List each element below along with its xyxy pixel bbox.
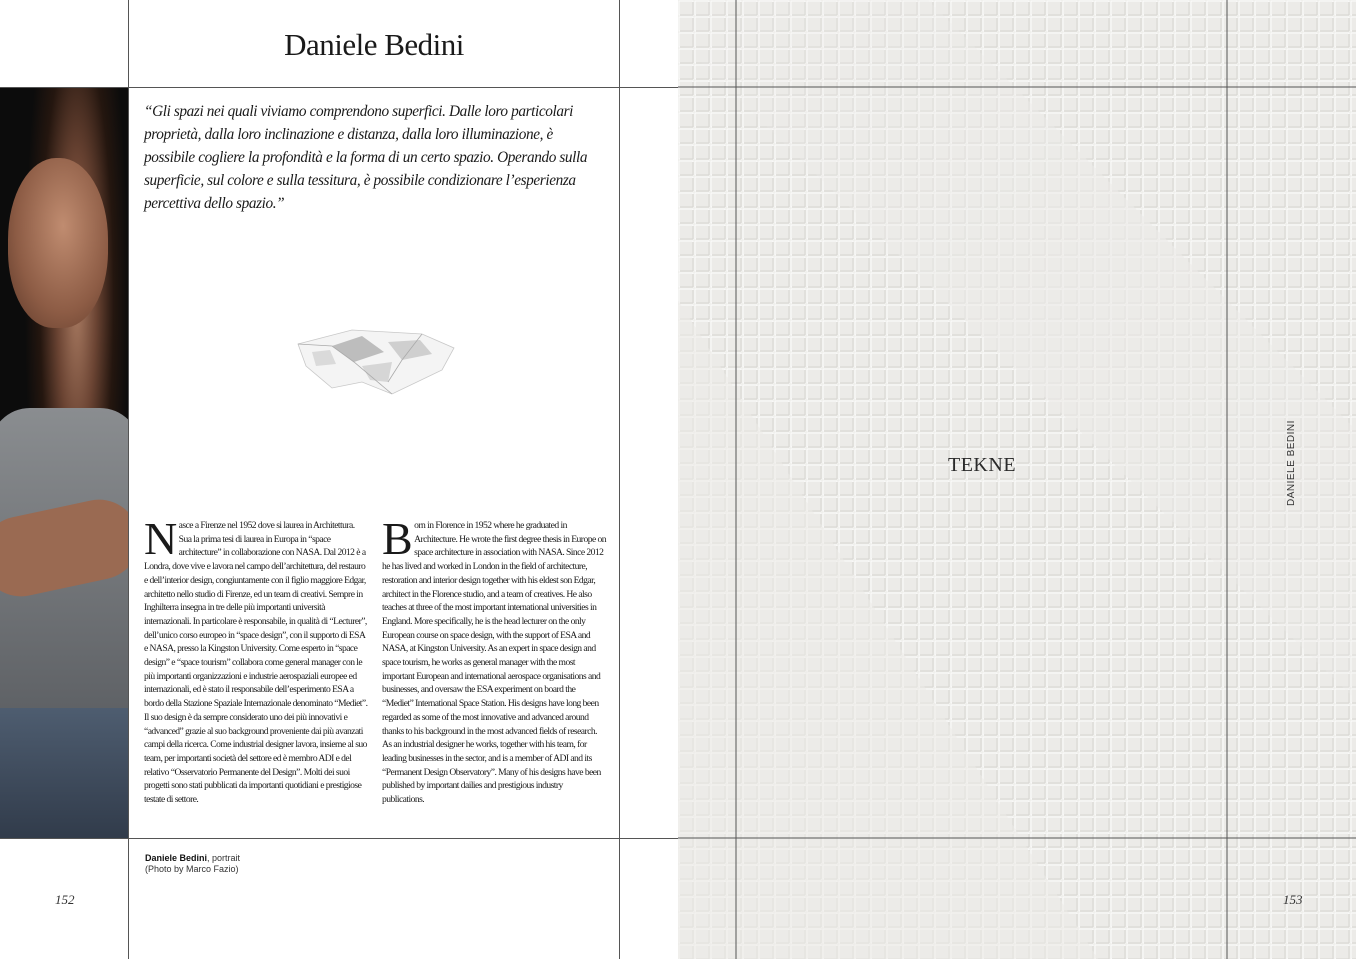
bio-italian <box>144 513 368 807</box>
bio-italian-text: asce a Firenze nel 1952 dove si laurea in Architettura. Sua la prima tesi di laurea in Europa in “space architecture” in collaborazione con NASA. Dal 2012 è a Londra, dove vive e lavora nel campo dell’architettura, del restauro e dell’interior design, congiuntamente con il figlio maggiore Edgar, architetto nello studio di Firenze, ed un team di creativi. Sempre in Inghilterra insegna in tre delle più importanti università internazionali. In particolare è responsabile, in qualità di “Lecturer”, dell’unico corso europeo in “space design”, con il supporto di ESA e NASA, presso la Kingston University. Come esperto in “space design” e “space tourism” collabora come general manager con le più importanti organizzazioni e industrie aerospaziali europee ed internazionali, ed è stato il responsabile dell’esperimento ESA a bordo della Stazione Spaziale Internazionale denominato “Mediet”. Il suo design è da sempre considerato uno dei più innovativi e “advanced” grazie al suo background proveniente dai più avanzati campi della ricerca. Come industrial designer lavora, insieme al suo team, per importanti società del settore ed è membro ADI e del relativo “Osservatorio Permanente del Design”. Molti dei suoi progetti sono stati pubblicati da importanti quotidiani e prestigiose testate di settore. <box>144 520 368 806</box>
page-number-left: 152 <box>55 892 75 907</box>
photo-caption <box>145 853 240 875</box>
portrait-photo <box>0 88 128 838</box>
right-page <box>678 0 1356 959</box>
bio-english <box>382 513 606 807</box>
product-name: TEKNE <box>948 454 1017 476</box>
page-title: Daniele Bedini <box>284 27 464 62</box>
quote: “Gli spazi nei quali viviamo comprendono superfici. Dalle loro particolari proprietà, dalla loro inclinazione e distanza, dalla loro illuminazione, è possibile cogliere la profondità e la forma di un certo spazio. Operando sulla superficie, sul colore e sulla tessitura, è possibile condizionare l’esperienza percettiva dello spazio.” <box>144 103 588 212</box>
dropcap-it: N <box>144 513 177 564</box>
divider <box>619 0 620 959</box>
divider <box>0 87 678 88</box>
page-number-right: 153 <box>1283 892 1303 907</box>
dropcap-en: B <box>382 513 413 564</box>
side-label: DANIELE BEDINI <box>1286 420 1297 506</box>
caption-suffix: , portrait <box>207 853 241 863</box>
tile-texture-image <box>678 0 1356 959</box>
bio-english-text: orn in Florence in 1952 where he graduated in Architecture. He wrote the first degree thesis in Europe on space architecture in association with NASA. Since 2012 he has lived and worked in London in the field of architecture, restoration and interior design together with his eldest son Edgar, architect in the Florence studio, and a team of creatives. He also teaches at three of the most important international universities in England. More specifically, he is the head lecturer on the only European course on space design, with the support of ESA and NASA, at Kingston University. As an expert in space design and space tourism, he works as general manager with the most important European and international aerospace organisations and businesses, and oversaw the ESA experiment on board the “Mediet” International Space Station. His designs have long been regarded as some of the most innovative and advanced around thanks to his background in the most advanced fields of research. As an industrial designer he works, together with his team, for leading businesses in the sector, and is a member of ADI and its “Permanent Design Observatory”. Many of his designs have been published by important dailies and prestigious industry publications. <box>382 520 606 806</box>
divider <box>0 838 678 839</box>
sculpture-image <box>292 322 460 400</box>
divider <box>128 0 129 959</box>
caption-name: Daniele Bedini <box>145 853 208 863</box>
caption-credit: (Photo by Marco Fazio) <box>145 864 239 874</box>
